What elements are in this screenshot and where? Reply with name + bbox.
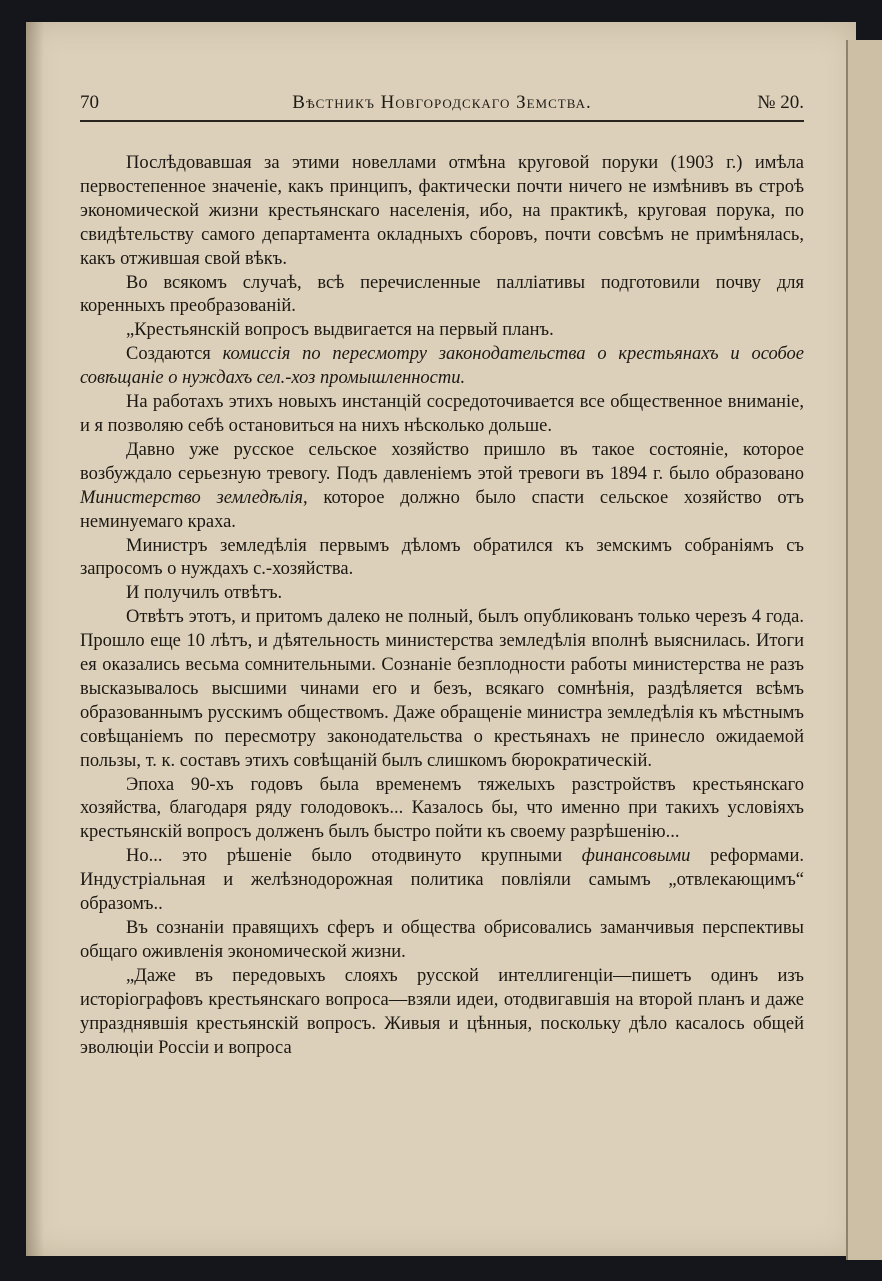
paragraph-text: Но... это рѣшеніе было отодвинуто крупными [126, 846, 582, 867]
paragraph: На работахъ этихъ новыхъ инстанцій сосредоточивается все общественное вниманіе, и я позволяю себѣ остановиться на нихъ нѣсколько дольше. [80, 392, 804, 436]
header-rule [80, 120, 804, 122]
next-page-edge [846, 40, 882, 1260]
paragraph-text: Создаются [126, 344, 223, 365]
paragraph: Послѣдовавшая за этими новеллами отмѣна круговой поруки (1903 г.) имѣла первостепенное значеніе, какъ принципъ, фактически почти ничего не измѣнивъ въ строѣ экономической жизни крестьянскаго населенія, ибо, на практикѣ, круговая порука, по свидѣтельству самого департамента окладныхъ сборовъ, почти совсѣмъ не примѣнялась, какъ отжившая свой вѣкъ. [80, 153, 804, 269]
paragraph: Эпоха 90-хъ годовъ была временемъ тяжелыхъ разстройствъ крестьянскаго хозяйства, благодаря ряду голодовокъ... Казалось бы, что именно при такихъ условіяхъ крестьянскій вопросъ долженъ былъ быстро пойти къ своему разрѣшенію... [80, 774, 804, 843]
journal-title: Вѣстникъ Новгородскаго Земства. [292, 92, 592, 113]
running-header [80, 92, 804, 122]
issue-number: № 20. [757, 92, 804, 113]
paragraph-text: реформами. Индустріальная и желѣзнодорожная политика повліяли самымъ „отвлекающимъ“ образомъ.. [80, 846, 804, 915]
paragraph: „Крестьянскій вопросъ выдвигается на первый планъ. [126, 320, 554, 341]
paragraph-text: Давно уже русское сельское хозяйство пришло въ такое состояніе, которое возбуждало серьезную тревогу. Подъ давленіемъ этой тревоги въ 1894 г. было образовано [80, 439, 804, 484]
body-text [80, 152, 804, 1060]
paragraph [80, 343, 804, 391]
italic-text: финансовыми [581, 846, 691, 867]
paragraph: Министръ земледѣлія первымъ дѣломъ обратился къ земскимъ собраніямъ съ запросомъ о нуждахъ с.-хозяйства. [80, 535, 804, 580]
paragraph-text: , которое должно было спасти сельское хозяйство отъ неминуемаго краха. [80, 487, 804, 532]
paragraph [80, 845, 804, 917]
paragraph: Отвѣтъ этотъ, и притомъ далеко не полный, былъ опубликованъ только черезъ 4 года. Прошло еще 10 лѣтъ, и дѣятельность министерства земледѣлія вполнѣ выяснилась. Итоги ея оказались весьма сомнительными. Сознаніе безплодности работы министерства не разъ высказывалось высшими чинами его и безъ, всякаго сомнѣнія, раздѣляется всѣмъ образованнымъ русскимъ обществомъ. Даже обращеніе министра земледѣлія къ мѣстнымъ совѣщаніемъ по пересмотру законодательства о крестьянахъ не принесло ожидаемой пользы, т. к. составъ этихъ совѣщаній былъ слишкомъ бюрократическій. [80, 607, 804, 771]
italic-text: комиссія по пересмотру законодательства о крестьянахъ и особое совѣщаніе о нуждахъ сел.-хоз промышленности. [80, 344, 805, 389]
paragraph [80, 439, 804, 535]
italic-text: Министерство земледѣлія [80, 487, 304, 508]
binding-shadow [26, 22, 44, 1256]
paragraph: „Даже въ передовыхъ слояхъ русской интеллигенціи—пишетъ одинъ изъ исторіографовъ крестьянскаго вопроса—взяли идеи, отодвигавшія на второй планъ и даже упразднявшія крестьянскій вопросъ. Живыя и цѣнныя, поскольку дѣло касалось общей эволюціи Россіи и вопроса [80, 965, 804, 1058]
paragraph: Въ сознаніи правящихъ сферъ и общества обрисовались заманчивыя перспективы общаго оживленія экономической жизни. [80, 918, 804, 962]
paragraph: Во всякомъ случаѣ, всѣ перечисленные паллiативы подготовили почву для коренныхъ преобразованій. [80, 272, 804, 317]
page-number: 70 [80, 92, 99, 113]
paragraph: И получилъ отвѣтъ. [126, 583, 283, 604]
